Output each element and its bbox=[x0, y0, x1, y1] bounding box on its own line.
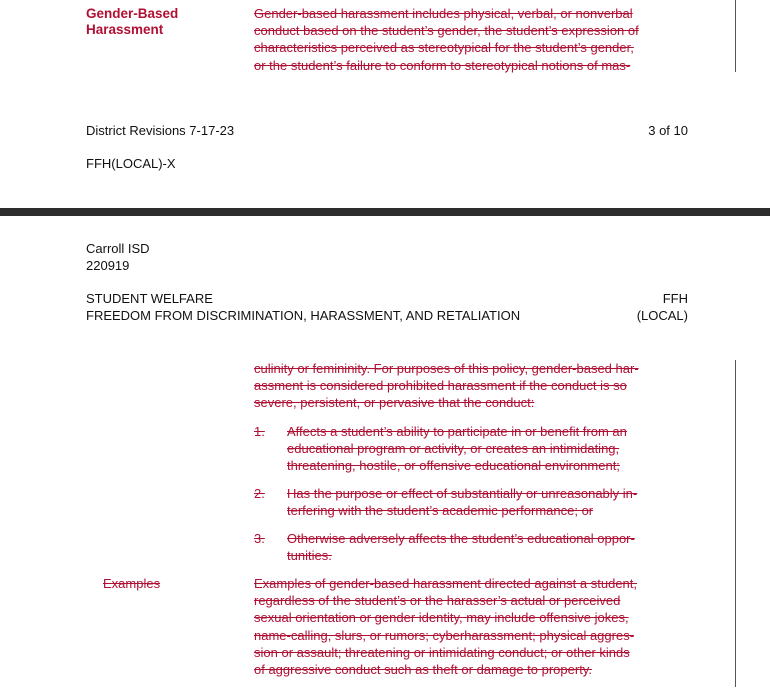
text-line: regardless of the student’s or the harasser’s actual or perceived bbox=[254, 593, 621, 609]
text-line: name-calling, slurs, or rumors; cyberharassment; physical aggres- bbox=[254, 627, 635, 643]
text-line: of aggressive conduct such as theft or damage to property. bbox=[254, 662, 592, 678]
text-line: assment is considered prohibited harassment if the conduct is so bbox=[254, 378, 627, 394]
text-line: sexual orientation or gender identity, may include offensive jokes, bbox=[254, 610, 629, 626]
margin-rule bbox=[735, 360, 736, 687]
examples-label: Examples bbox=[103, 576, 161, 591]
text-line: terfering with the student’s academic performance; or bbox=[287, 503, 594, 519]
examples-text bbox=[254, 575, 694, 678]
header-code-line: (LOCAL) bbox=[636, 308, 688, 323]
text-line: Affects a student’s ability to participate in or benefit from an bbox=[287, 424, 627, 439]
text-line: Has the purpose or effect of substantially or unreasonably in- bbox=[287, 486, 638, 501]
list-number: 3. bbox=[254, 531, 265, 546]
text-line: tunities. bbox=[287, 548, 332, 564]
text-line: Otherwise adversely affects the student’s educational oppor- bbox=[287, 531, 635, 546]
header-policy-code bbox=[600, 290, 688, 324]
list-item bbox=[287, 485, 687, 519]
section-heading-line: Harassment bbox=[86, 22, 164, 37]
previous-page bbox=[0, 0, 770, 208]
footer-revisions: District Revisions 7-17-23 bbox=[86, 123, 235, 138]
text-line: conduct based on the student’s gender, the student’s expression of bbox=[254, 23, 639, 39]
district-name: Carroll ISD bbox=[86, 241, 150, 256]
next-page bbox=[0, 216, 770, 687]
list-number: 2. bbox=[254, 486, 265, 501]
text-line: threatening, hostile, or offensive educational environment; bbox=[287, 458, 620, 474]
text-line: severe, persistent, or pervasive that the conduct: bbox=[254, 395, 535, 411]
page-divider bbox=[0, 208, 770, 216]
text-line: or the student’s failure to conform to stereotypical notions of mas- bbox=[254, 57, 631, 73]
header-title-line: STUDENT WELFARE bbox=[86, 291, 213, 306]
section-heading-line: Gender-Based bbox=[86, 6, 179, 21]
list-number: 1. bbox=[254, 424, 265, 439]
footer-page-number: 3 of 10 bbox=[648, 123, 688, 138]
text-line: characteristics perceived as stereotypical for the student’s gender, bbox=[254, 40, 634, 56]
text-line: educational program or activity, or creates an intimidating, bbox=[287, 441, 620, 457]
list-item bbox=[287, 530, 687, 564]
footer-policy-code: FFH(LOCAL)-X bbox=[86, 156, 176, 171]
header-title bbox=[86, 290, 520, 324]
margin-rule bbox=[735, 0, 736, 72]
text-line: culinity or femininity. For purposes of this policy, gender-based har- bbox=[254, 361, 639, 376]
header-title-line: FREEDOM FROM DISCRIMINATION, HARASSMENT, AND RETALIATION bbox=[86, 308, 521, 323]
text-line: Gender-based harassment includes physical, verbal, or nonverbal bbox=[254, 6, 633, 21]
text-line: Examples of gender-based harassment directed against a student, bbox=[254, 576, 638, 591]
header-code-line: FFH bbox=[662, 291, 688, 306]
gender-harassment-definition bbox=[254, 5, 694, 74]
district-number: 220919 bbox=[86, 258, 130, 273]
text-line: sion or assault; threatening or intimidating conduct; or other kinds bbox=[254, 644, 630, 660]
section-heading bbox=[86, 6, 178, 38]
list-item bbox=[287, 423, 687, 475]
continued-definition bbox=[254, 360, 694, 412]
